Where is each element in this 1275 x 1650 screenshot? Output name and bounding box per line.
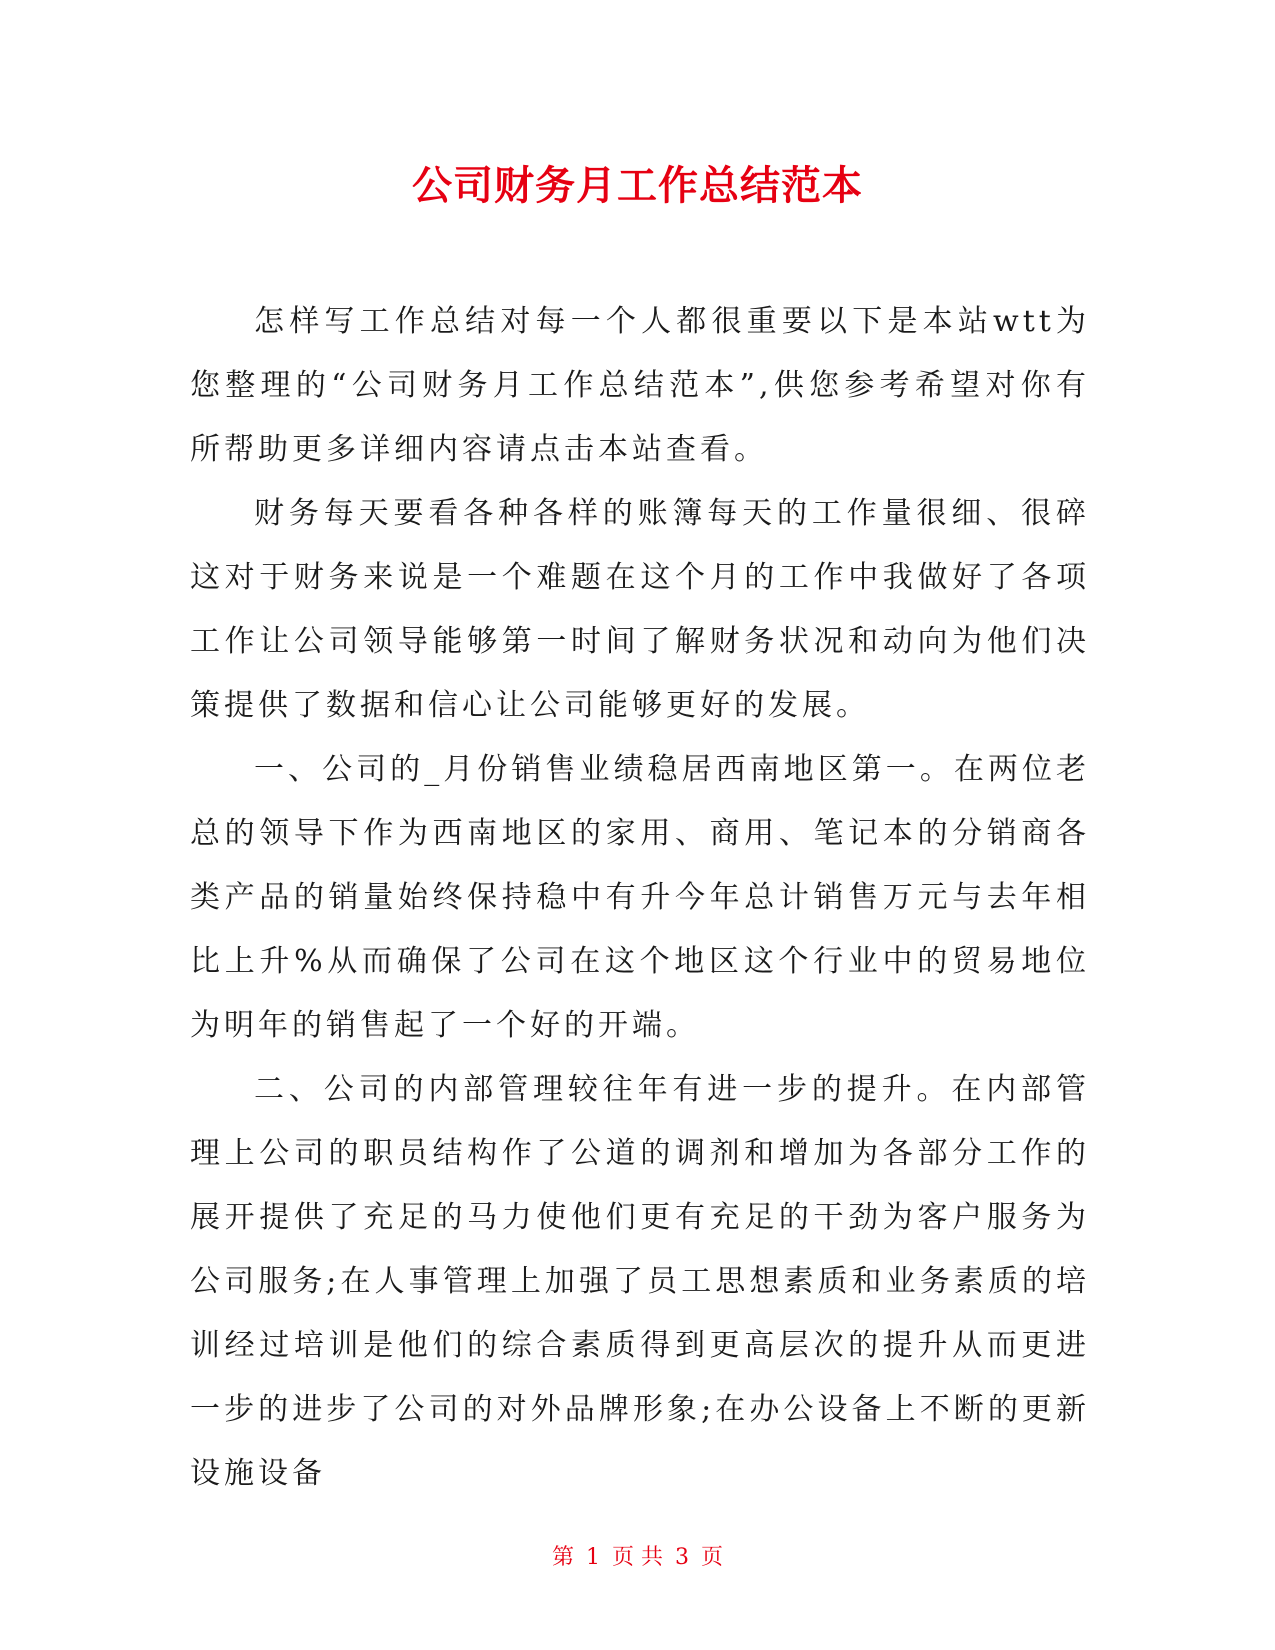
paragraph-intro: 怎样写工作总结对每一个人都很重要以下是本站wtt为您整理的“公司财务月工作总结范本”,供您参考希望对你有所帮助更多详细内容请点击本站查看。	[190, 304, 1090, 467]
paragraph-daily-work: 财务每天要看各种各样的账簿每天的工作量很细、很碎这对于财务来说是一个难题在这个月的工作中我做好了各项工作让公司领导能够第一时间了解财务状况和动向为他们决策提供了数据和信心让公司能够更好的发展。	[190, 496, 1090, 723]
footer-middle: 页 共	[612, 1545, 663, 1570]
paragraph-internal-management: 二、公司的内部管理较往年有进一步的提升。在内部管理上公司的职员结构作了公道的调剂和增加为各部分工作的展开提供了充足的马力使他们更有充足的干劲为客户服务为公司服务;在人事管理上加强了员工思想素质和业务素质的培训经过培训是他们的综合素质得到更高层次的提升从而更进一步的进步了公司的对外品牌形象;在办公设备上不断的更新设施设备	[190, 1072, 1090, 1491]
page-footer	[0, 1543, 1275, 1573]
document-body	[190, 290, 1090, 1506]
footer-page-number: 1	[586, 1545, 600, 1570]
document-title: 公司财务月工作总结范本	[412, 163, 863, 209]
paragraph-sales-performance: 一、公司的_月份销售业绩稳居西南地区第一。在两位老总的领导下作为西南地区的家用、商用、笔记本的分销商各类产品的销量始终保持稳中有升今年总计销售万元与去年相比上升%从而确保了公司在这个地区这个行业中的贸易地位为明年的销售起了一个好的开端。	[190, 752, 1090, 1043]
footer-prefix: 第	[551, 1545, 574, 1570]
footer-suffix: 页	[701, 1545, 724, 1570]
footer-total-pages: 3	[675, 1545, 689, 1570]
